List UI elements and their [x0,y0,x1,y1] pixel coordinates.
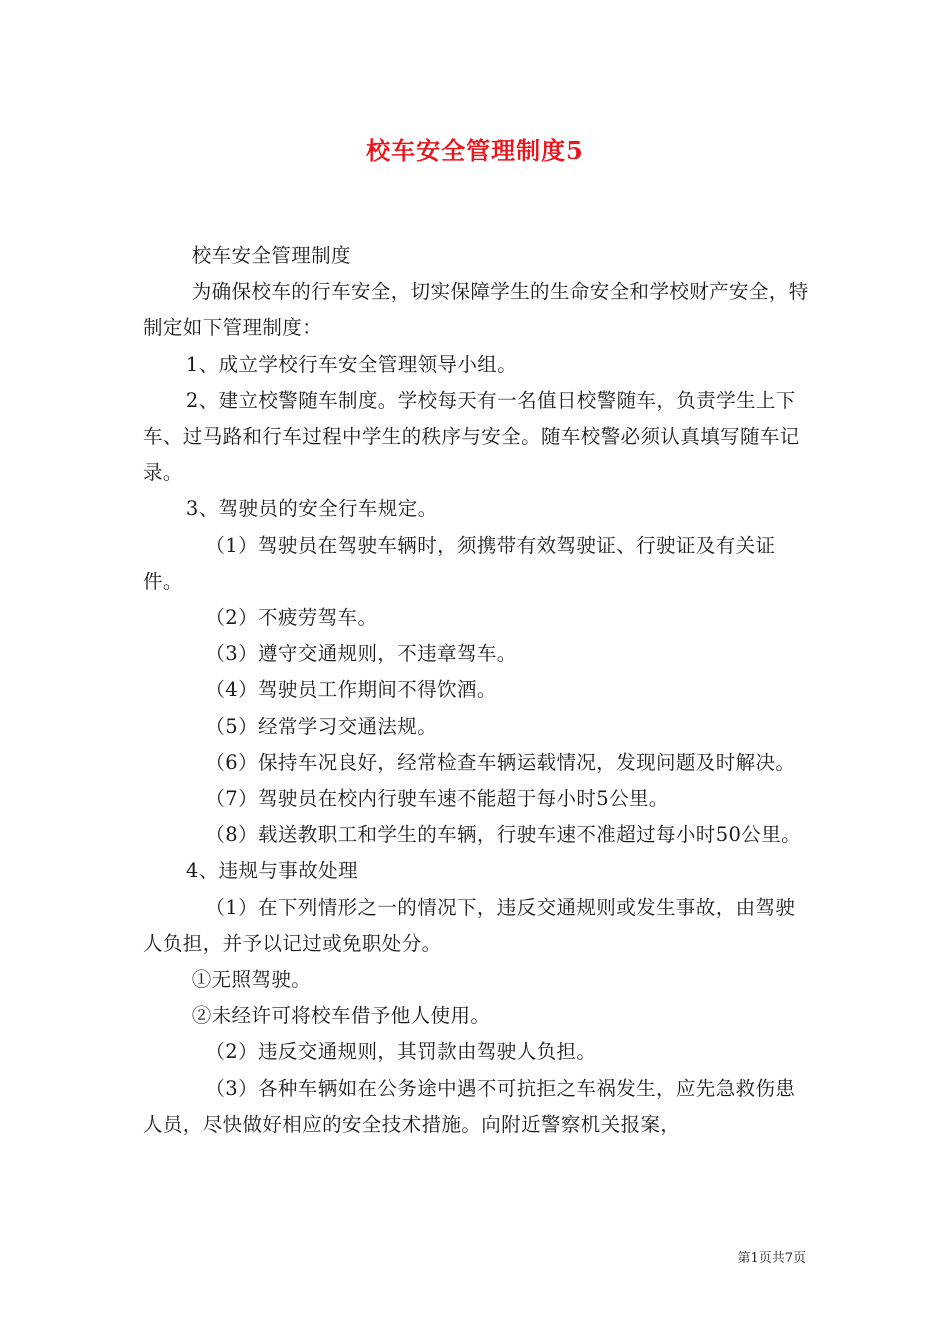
paragraph: 3、驾驶员的安全行车规定。 [185,497,438,521]
paragraph: （3）各种车辆如在公务途中遇不可抗拒之车祸发生，应先急救伤患人员，尽快做好相应的安全技术措施。向附近警察机关报案， [143,1076,796,1136]
paragraph: ①无照驾驶。 [191,968,312,992]
paragraph: ②未经许可将校车借予他人使用。 [191,1004,491,1028]
document-title: 校车安全管理制度5 [366,136,584,165]
paragraph: （6）保持车况良好，经常检查车辆运载情况，发现问题及时解决。 [205,750,796,774]
paragraph: 2、建立校警随车制度。学校每天有一名值日校警随车，负责学生上下车、过马路和行车过程中学生的秩序与安全。随车校警必须认真填写随车记录。 [143,388,800,485]
paragraph: （5）经常学习交通法规。 [205,714,438,738]
paragraph: （3）遵守交通规则，不违章驾车。 [205,642,517,666]
paragraph: （4）驾驶员工作期间不得饮酒。 [205,678,497,702]
paragraph: （2）违反交通规则，其罚款由驾驶人负担。 [205,1040,597,1064]
paragraph: 为确保校车的行车安全，切实保障学生的生命安全和学校财产安全，特制定如下管理制度： [143,280,809,340]
section-heading: 校车安全管理制度 [191,244,351,267]
paragraph: （2）不疲劳驾车。 [205,606,378,630]
paragraph: 1、成立学校行车安全管理领导小组。 [185,352,518,376]
page-number: 第1页共7页 [737,1251,806,1266]
paragraph: （1）在下列情形之一的情况下，违反交通规则或发生事故，由驾驶人负担，并予以记过或免职处分。 [143,895,796,955]
paragraph: （7）驾驶员在校内行驶车速不能超于每小时5公里。 [205,787,669,811]
document-body [143,238,813,1143]
paragraph: （8）载送教职工和学生的车辆，行驶车速不准超过每小时50公里。 [205,823,802,847]
paragraph: （1）驾驶员在驾驶车辆时，须携带有效驾驶证、行驶证及有关证件。 [143,533,776,593]
paragraph: 4、违规与事故处理 [185,859,358,883]
